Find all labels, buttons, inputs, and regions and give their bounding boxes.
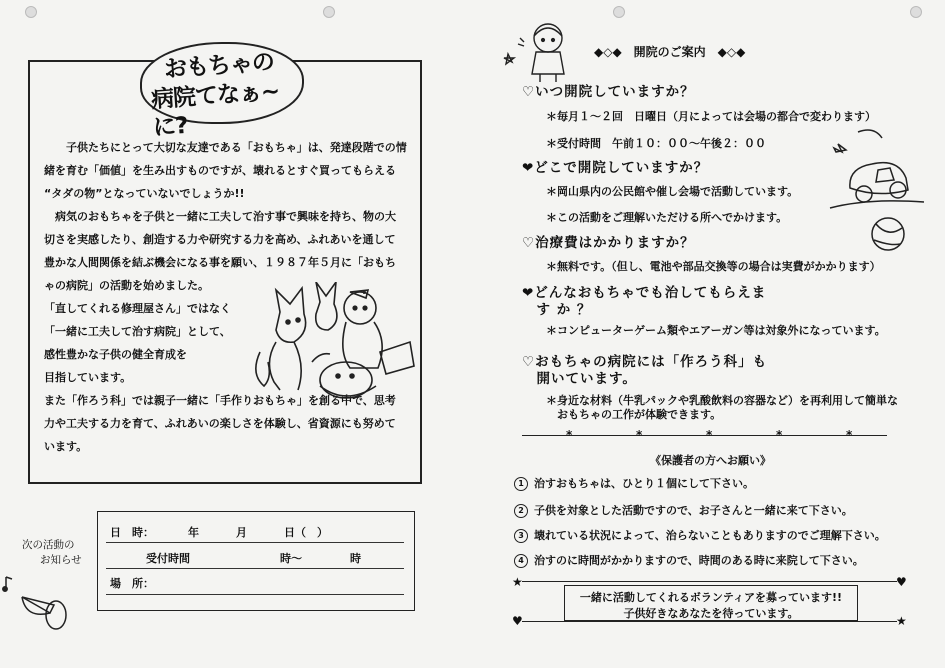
heart-icon: ♥ [512,614,523,628]
paragraph-line: 感性豊かな子供の健全育成を [44,348,187,361]
notice-text: 壊れている状況によって、治らないこともありますのでご理解下さい。 [534,529,886,542]
notice-item [514,527,886,543]
divider-star-icon: * [706,428,713,442]
paragraph-line: います。 [44,440,88,453]
question-when: ♡いつ開院していますか？ [522,84,695,100]
time-underline [106,568,404,569]
paragraph-line: また「作ろう科」では親子一緒に「手作りおもちゃ」を創る中で、思考 [44,394,396,407]
number-badge: 1 [514,477,528,491]
number-badge: 3 [514,529,528,543]
time-from-label: 時～ [280,552,302,565]
paragraph-line: 力や工夫する力を育て、ふれあいの楽しさを体験し、省資源にも努めて [44,417,396,430]
trumpet-icon [2,575,78,635]
date-underline [106,542,404,543]
answer-line: ＊受付時間 午前１０：００～午後２：００ [546,137,766,150]
punch-hole [613,6,625,18]
doctor-animals-illustration [250,282,420,417]
next-event-label-1: 次の活動の [22,539,75,551]
question-craft-cont: 開いています。 [522,371,637,387]
answer-line: ＊コンピューターゲーム類やエアーガン等は対象外になっています。 [546,324,886,337]
volunteer-line-1: 一緒に活動してくれるボランティアを募っています!! [579,591,843,604]
notice-item [514,475,754,491]
volunteer-line-2: 子供好きなあなたを待っています。 [623,607,799,620]
paragraph-line: 「直してくれる修理屋さん」ではなく [44,302,231,315]
paragraph-line: 子供たちにとって大切な友達である「おもちゃ」は、発達段階での情 [66,141,407,154]
heart-icon: ♥ [896,575,907,589]
paragraph-line: 緒を育む「価値」を生み出すものですが、壊れるとすぐ買ってもらえる [44,164,396,177]
star-icon: ★ [512,575,523,589]
title-bubble [140,42,304,142]
girl-with-star-illustration [496,14,576,86]
number-badge: 4 [514,554,528,568]
notice-text: 治すおもちゃは、ひとり１個にして下さい。 [534,477,754,490]
notice-item [514,552,864,568]
question-craft: ♡おもちゃの病院には「作ろう科」も [522,354,768,370]
answer-line: ＊身近な材料（牛乳パックや乳酸飲料の容器など）を再利用して簡単な [546,394,898,407]
punch-hole [25,6,37,18]
guide-header: ◆◇◆ 開院のご案内 ◆◇◆ [594,45,746,59]
volunteer-box [564,585,858,621]
notice-text: 治すのに時間がかかりますので、時間のある時に来院して下さい。 [534,554,864,567]
answer-line: ＊岡山県内の公民館や催し会場で活動しています。 [546,185,799,198]
answer-line: ＊毎月１～２回 日曜日（月によっては会場の都合で変わります） [546,110,876,123]
time-to-label: 時 [350,552,361,565]
answer-line: おもちゃの工作が体験できます。 [546,408,722,421]
notice-text: 子供を対象とした活動ですので、お子さんと一緒に来て下さい。 [534,504,853,517]
notice-title: 《保護者の方へお願い》 [650,454,771,467]
notice-item [514,502,853,518]
paragraph-line: 病気のおもちゃを子供と一緒に工夫して治す事で興味を持ち、物の大 [55,210,396,223]
star-icon: ★ [896,614,907,628]
place-label: 場 所： [110,577,154,590]
reception-label: 受付時間 [146,552,190,565]
punch-hole [910,6,922,18]
paragraph-line: 切さを実感したり、創造する力や研究する力を高め、ふれあいを通して [44,233,396,246]
question-any-toy: ❤どんなおもちゃでも治してもらえま [522,285,767,301]
answer-line: ＊この活動をご理解いただける所へでかけます。 [546,211,788,224]
volunteer-bottom-line [522,621,897,622]
divider-star-icon: * [566,428,573,442]
day-label: 日（ ） [284,526,328,539]
divider-star-icon: * [846,428,853,442]
divider-star-icon: * [776,428,783,442]
paragraph-line: 「一緒に工夫して治す病院」として、 [44,325,231,338]
question-any-toy-cont: す か ？ [522,302,592,318]
number-badge: 2 [514,504,528,518]
paragraph-line: “タダの物”となっていないでしょうか!! [44,187,245,200]
schedule-box [97,511,415,611]
title-line-2: 病院てなぁ~に? [150,78,281,142]
answer-line: ＊無料です。（但し、電池や部品交換等の場合は実費がかかります） [546,260,881,273]
paragraph-line: 目指しています。 [44,371,132,384]
next-event-label-2: お知らせ [40,554,82,566]
month-label: 月 [236,526,247,539]
section-divider [522,435,887,436]
question-fee: ♡治療費はかかりますか？ [522,235,695,251]
title-line-1: おもちゃの [163,49,275,83]
divider-star-icon: * [636,428,643,442]
toy-car-ball-illustration [828,128,928,258]
date-label: 日 時： [110,526,154,539]
question-where: ❤どこで開院していますか？ [522,160,709,176]
paragraph-line: ゃの病院」の活動を始めました。 [44,279,209,292]
place-underline [106,594,404,595]
punch-hole [323,6,335,18]
paragraph-line: 豊かな人間関係を結ぶ機会になる事を願い、１９８７年５月に「おもち [44,256,396,269]
year-label: 年 [188,526,199,539]
volunteer-top-line [522,581,897,582]
